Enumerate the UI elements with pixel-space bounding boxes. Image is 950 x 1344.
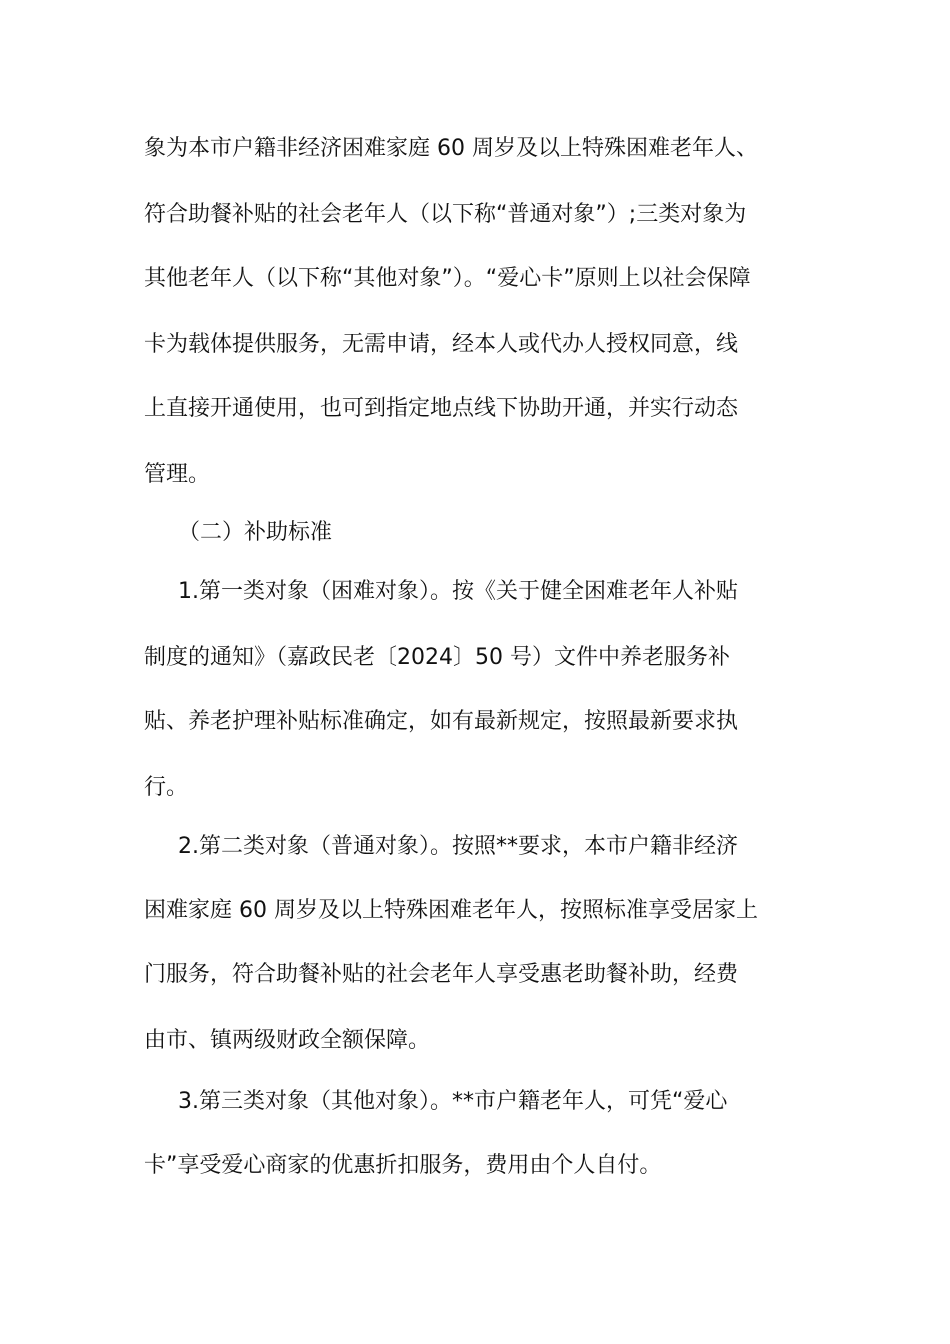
paragraph-line: 门服务，符合助餐补贴的社会老年人享受惠老助餐补助，经费: [144, 962, 739, 987]
paragraph-line: 由市、镇两级财政全额保障。: [144, 1028, 431, 1053]
paragraph-line: 管理。: [144, 462, 211, 487]
paragraph-line: 1.第一类对象（困难对象）。按《关于健全困难老年人补贴: [178, 579, 738, 604]
paragraph-line: 象为本市户籍非经济困难家庭 60 周岁及以上特殊困难老年人、: [144, 136, 758, 161]
paragraph-line: 贴、养老护理补贴标准确定，如有最新规定，按照最新要求执: [144, 709, 739, 734]
paragraph-line: 符合助餐补贴的社会老年人（以下称“普通对象”）;三类对象为: [144, 202, 747, 227]
section-heading: （二）补助标准: [178, 520, 333, 545]
paragraph-line: 制度的通知》（嘉政民老〔2024〕50 号）文件中养老服务补: [144, 645, 730, 670]
paragraph-line: 卡”享受爱心商家的优惠折扣服务，费用由个人自付。: [144, 1153, 662, 1178]
paragraph-line: 行。: [144, 775, 189, 800]
paragraph-line: 卡为载体提供服务，无需申请，经本人或代办人授权同意，线: [144, 332, 739, 357]
paragraph-line: 3.第三类对象（其他对象）。**市户籍老年人，可凭“爱心: [178, 1089, 728, 1114]
paragraph-line: 上直接开通使用，也可到指定地点线下协助开通，并实行动态: [144, 396, 739, 421]
paragraph-line: 2.第二类对象（普通对象）。按照**要求，本市户籍非经济: [178, 834, 738, 859]
paragraph-line: 困难家庭 60 周岁及以上特殊困难老年人，按照标准享受居家上: [144, 898, 758, 923]
paragraph-line: 其他老年人（以下称“其他对象”）。“爱心卡”原则上以社会保障: [144, 266, 751, 291]
